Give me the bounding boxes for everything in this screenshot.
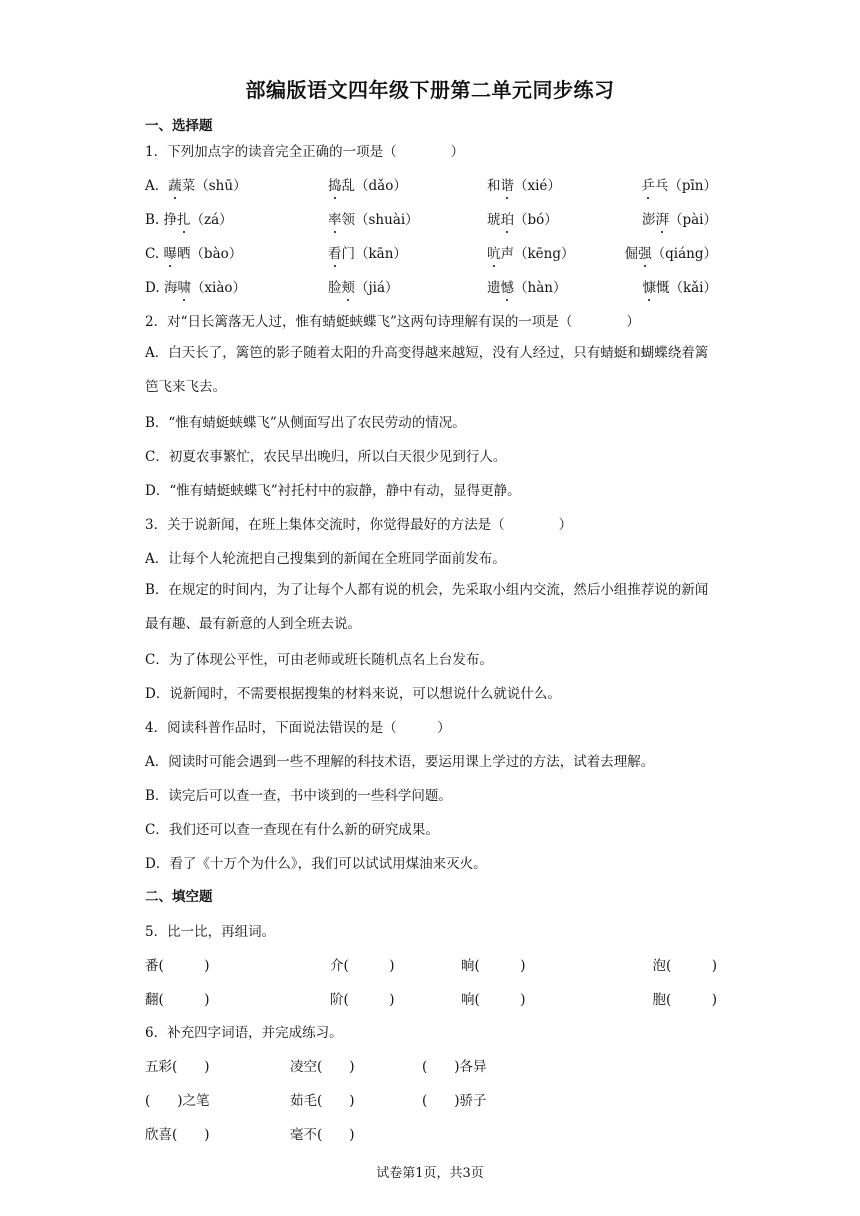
pinyin-option <box>328 276 399 296</box>
option-text: 澎 <box>641 212 656 228</box>
idiom-blank: ( )之笔 <box>145 1093 210 1109</box>
dotted-character: 谐 <box>501 174 515 194</box>
question-2-option-b: B．“惟有蜻蜓蛱蝶飞”从侧面写出了农民劳动的情况。 <box>145 415 466 431</box>
pinyin-option <box>642 208 717 228</box>
page-title: 部编版语文四年级下册第二单元同步练习 <box>245 78 615 102</box>
question-1-row <box>145 276 717 296</box>
question-5-stem: 5．比一比，再组词。 <box>145 924 276 940</box>
question-3-stem: 3．关于说新闻，在班上集体交流时，你觉得最好的方法是（ ） <box>145 517 573 533</box>
option-text: （zá） <box>190 212 233 228</box>
pinyin-option <box>145 208 233 228</box>
idiom-blank: 凌空( ) <box>290 1059 355 1075</box>
pinyin-option <box>625 242 717 262</box>
word-blank: 阶( ) <box>330 992 395 1008</box>
word-blank: 翻( ) <box>145 992 210 1008</box>
question-5-row-1 <box>145 954 717 974</box>
dotted-character: 颊 <box>342 276 356 296</box>
option-text: 和 <box>487 178 501 194</box>
option-text: 领（shuài） <box>341 212 419 228</box>
question-4-option-a: A．阅读时可能会遇到一些不理解的科技术语，要运用课上学过的方法，试着去理解。 <box>145 754 655 770</box>
dotted-character: 啸 <box>177 276 191 296</box>
pinyin-option <box>487 276 566 296</box>
question-3-option-d: D．说新闻时，不需要根据搜集的材料来说，可以想说什么就说什么。 <box>145 686 561 702</box>
option-text: （jiá） <box>355 280 399 296</box>
idiom-blank: ( )骄子 <box>422 1093 487 1109</box>
question-3-option-a: A．让每个人轮流把自己搜集到的新闻在全班同学面前发布。 <box>145 551 506 567</box>
question-2-option-d: D．“惟有蜻蜓蛱蝶飞”衬托村中的寂静，静中有动，显得更静。 <box>145 483 521 499</box>
idiom-blank: ( )各异 <box>422 1059 487 1075</box>
section-heading-choice: 一、选择题 <box>145 118 213 134</box>
option-text: 菜（shū） <box>181 178 247 194</box>
option-text: 乓（pīn） <box>654 178 717 194</box>
word-blank: 泡( ) <box>652 958 717 974</box>
dotted-character: 扎 <box>177 208 191 228</box>
pinyin-option <box>328 242 407 262</box>
question-3-option-b: B．在规定的时间内，为了让每个人都有说的机会，先采取小组内交流，然后小组推荐说的新闻最有趣、最有新意的人到全班去说。 <box>145 582 709 632</box>
option-text: （xié） <box>514 178 561 194</box>
option-text: 门（kān） <box>341 246 407 262</box>
option-letter: A． <box>145 178 169 194</box>
pinyin-option <box>487 242 575 262</box>
idiom-blank: 五彩( ) <box>145 1059 210 1075</box>
option-text: （qiáng） <box>651 246 717 262</box>
question-1-row <box>145 174 717 194</box>
word-blank: 响( ) <box>461 992 526 1008</box>
word-blank: 介( ) <box>330 958 395 974</box>
question-1-stem: 1．下列加点字的读音完全正确的一项是（ ） <box>145 144 465 160</box>
option-letter: B. <box>145 212 164 228</box>
question-1-row <box>145 208 717 228</box>
dotted-character: 乒 <box>641 174 655 194</box>
dotted-character: 曝 <box>163 242 177 262</box>
question-2-stem: 2．对“日长篱落无人过，惟有蜻蜓蛱蝶飞”这两句诗理解有误的一项是（ ） <box>145 314 640 330</box>
pinyin-option <box>145 276 246 296</box>
idiom-blank: 欣喜( ) <box>145 1127 210 1143</box>
dotted-character: 蔬 <box>168 174 182 194</box>
question-2-option-a: A．白天长了，篱笆的影子随着太阳的升高变得越来越短，没有人经过，只有蜻蜓和蝴蝶绕着篱笆飞来飞去。 <box>145 345 709 395</box>
pinyin-option <box>641 174 717 194</box>
dotted-character: 憾 <box>501 276 515 296</box>
option-text: 脸 <box>328 280 342 296</box>
option-text: （bó） <box>514 212 558 228</box>
option-letter: C. <box>145 246 164 262</box>
pinyin-option <box>328 174 407 194</box>
question-4-option-b: B．读完后可以查一查，书中谈到的一些科学问题。 <box>145 788 452 804</box>
question-2-option-c: C．初夏农事繁忙，农民早出晚归，所以白天很少见到行人。 <box>145 449 507 465</box>
dotted-character: 捣 <box>328 174 342 194</box>
dotted-character: 湃 <box>655 208 669 228</box>
word-blank: 胞( ) <box>652 992 717 1008</box>
pinyin-option <box>328 208 419 228</box>
dotted-character: 吭 <box>487 242 501 262</box>
idiom-blank: 茹毛( ) <box>290 1093 355 1109</box>
question-4-stem: 4．阅读科普作品时，下面说法错误的是（ ） <box>145 720 451 736</box>
question-1-row <box>145 242 717 262</box>
option-text: 琥 <box>487 212 501 228</box>
option-text: 挣 <box>163 212 178 228</box>
question-5-row-2 <box>145 988 717 1008</box>
dotted-character: 看 <box>328 242 342 262</box>
option-text: （xiào） <box>190 280 247 296</box>
word-blank: 番( ) <box>145 958 210 974</box>
option-text: 海 <box>163 280 178 296</box>
option-text: 倔 <box>624 246 639 262</box>
question-3-option-c: C．为了体现公平性，可由老师或班长随机点名上台发布。 <box>145 652 493 668</box>
question-6-row-2 <box>145 1089 717 1109</box>
question-6-row-1 <box>145 1055 717 1075</box>
question-6-stem: 6．补充四字词语，并完成练习。 <box>145 1025 343 1041</box>
option-text: （pài） <box>668 212 717 228</box>
option-text: 遗 <box>487 280 501 296</box>
section-heading-fill: 二、填空题 <box>145 889 213 905</box>
dotted-character: 珀 <box>501 208 515 228</box>
option-text: 慨（kǎi） <box>655 280 717 296</box>
dotted-character: 慷 <box>642 276 656 296</box>
option-text: 声（kēng） <box>500 246 575 262</box>
question-4-option-c: C．我们还可以查一查现在有什么新的研究成果。 <box>145 822 439 838</box>
pinyin-option <box>145 174 247 194</box>
option-letter: D. <box>145 280 164 296</box>
question-4-option-d: D．看了《十万个为什么》，我们可以试试用煤油来灭火。 <box>145 856 487 872</box>
page-footer: 试卷第1页，共3页 <box>376 1166 484 1181</box>
pinyin-option <box>487 174 561 194</box>
dotted-character: 强 <box>638 242 652 262</box>
pinyin-option <box>145 242 242 262</box>
word-blank: 晌( ) <box>461 958 526 974</box>
dotted-character: 率 <box>328 208 342 228</box>
idiom-blank: 毫不( ) <box>290 1127 355 1143</box>
option-text: 乱（dǎo） <box>341 178 407 194</box>
option-text: 晒（bào） <box>176 246 243 262</box>
question-6-row-3 <box>145 1123 717 1143</box>
option-text: （hàn） <box>514 280 567 296</box>
pinyin-option <box>487 208 558 228</box>
pinyin-option <box>642 276 717 296</box>
